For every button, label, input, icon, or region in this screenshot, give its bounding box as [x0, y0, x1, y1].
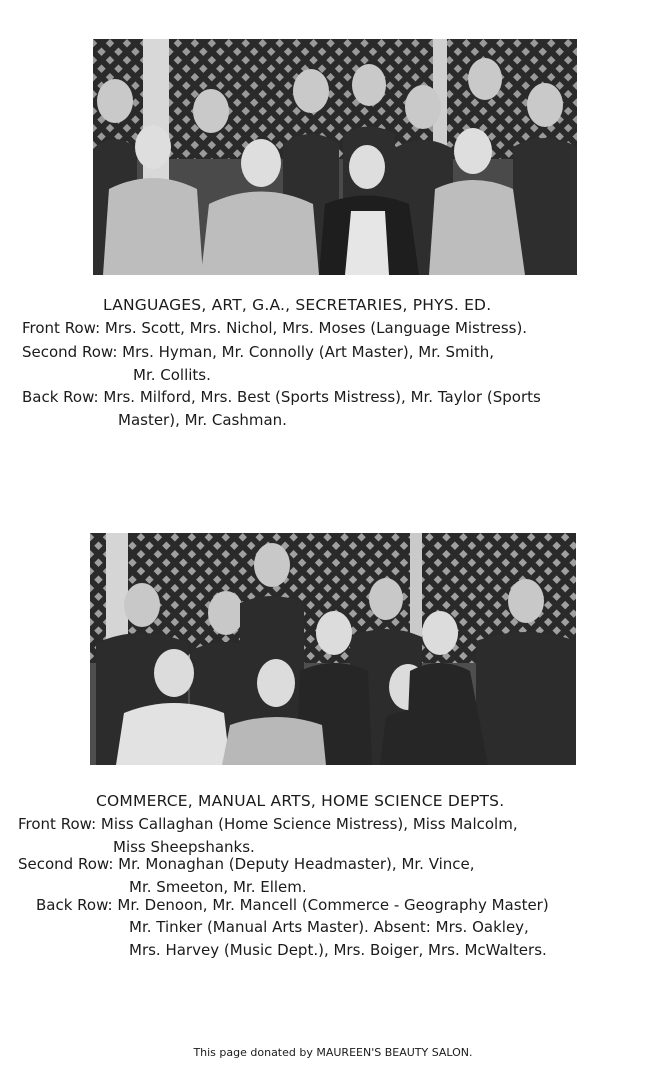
section2-heading: COMMERCE, MANUAL ARTS, HOME SCIENCE DEPTS. [96, 792, 505, 810]
caption-line: Front Row: Mrs. Scott, Mrs. Nichol, Mrs. Moses (Language Mistress). [22, 319, 528, 337]
caption-line: Second Row: Mrs. Hyman, Mr. Connolly (Art Master), Mr. Smith, [22, 343, 494, 361]
group-photo-languages-art [93, 39, 577, 275]
caption-line: Second Row: Mr. Monaghan (Deputy Headmaster), Mr. Vince, [18, 855, 475, 873]
caption-line: Back Row: Mrs. Milford, Mrs. Best (Sports Mistress), Mr. Taylor (Sports [22, 388, 541, 406]
caption-line: Mr. Collits. [133, 366, 211, 384]
caption-line: Front Row: Miss Callaghan (Home Science Mistress), Miss Malcolm, [18, 815, 518, 833]
caption-line: Master), Mr. Cashman. [118, 411, 287, 429]
donation-footer: This page donated by MAUREEN'S BEAUTY SALON. [193, 1046, 473, 1059]
group-photo-commerce-manual-arts [90, 533, 576, 765]
caption-line: Mrs. Harvey (Music Dept.), Mrs. Boiger, Mrs. McWalters. [129, 941, 547, 959]
section1-heading: LANGUAGES, ART, G.A., SECRETARIES, PHYS. ED. [103, 296, 492, 314]
caption-line: Back Row: Mr. Denoon, Mr. Mancell (Commerce - Geography Master) [36, 896, 549, 914]
caption-line: Miss Sheepshanks. [113, 838, 255, 856]
caption-line: Mr. Smeeton, Mr. Ellem. [129, 878, 307, 896]
caption-line: Mr. Tinker (Manual Arts Master). Absent: Mrs. Oakley, [129, 918, 529, 936]
